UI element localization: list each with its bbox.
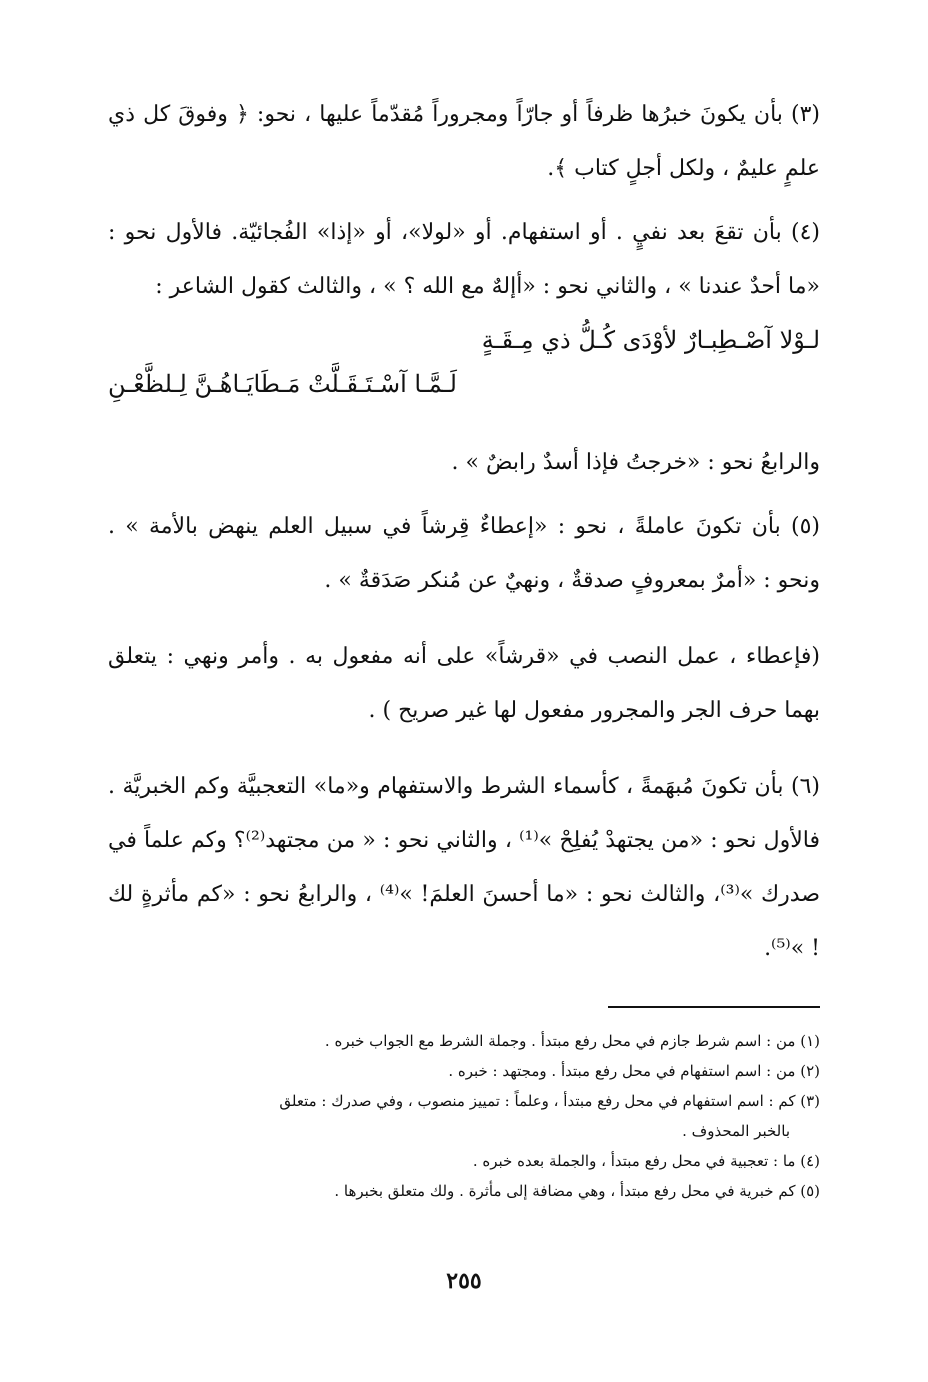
paragraph-fourth-example: والرابعُ نحو : «خرجتُ فإذا أسدٌ رابضٌ » . [451,450,820,475]
paragraph-6: (٦) بأن تكونَ مُبهَمةً ، كأسماء الشرط والاستفهام و«ما» التعجبيَّة وكم الخبريَّة . فالأول نحو : «من يجتهدْ يُفلِحْ »⁽¹⁾ ، والثاني نحو : « من مجتهد⁽²⁾؟ وكم علماً في صدرك »⁽³⁾، والثالث نحو : «ما أحسنَ العلمَ! »⁽⁴⁾ ، والرابعُ نحو : «كم مأثرةٍ لك ! »⁽⁵⁾. [108,774,821,961]
footnote-5: (٥) كم خبرية في محل رفع مبتدأ ، وهي مضافة إلى مأثرة . ولك متعلق بخبرها . [334,1182,820,1200]
book-page [108,88,820,1328]
footnote-3-continuation: بالخبر المحذوف . [682,1122,790,1140]
poetry-verse [108,320,820,412]
footnote-3: (٣) كم : اسم استفهام في محل رفع مبتدأ ، وعلماً : تمييز منصوب ، وفي صدرك : متعلق [279,1092,820,1110]
verse-second-hemistich: لَـمَّـا آسْـتَـقَـلَّتْ مَـطَايَـاهُـنَّ لِـلظَّعْـنِ [108,370,457,398]
page-number: ٢٥٥ [446,1268,482,1294]
paragraph-explanation: (فإعطاء ، عمل النصب في «قرشاً» على أنه مفعول به . وأمر ونهي : يتعلق بهما حرف الجر والمجرور مفعول لها غير صريح ) . [108,644,820,723]
verse-first-hemistich: لـوْلا آصْـطِبـارٌ لأوْدَى كُـلُّ ذي مِـقَـةٍ [481,326,820,354]
paragraph-4: (٤) بأن تقعَ بعد نفيٍ . أو استفهام. أو «لولا»، أو «إذا» الفُجائيّة. فالأول نحو : «ما أحدٌ عندنا » ، والثاني نحو : «أإلهٌ مع الله ؟ » ، والثالث كقول الشاعر : [108,220,820,299]
footnote-4: (٤) ما : تعجبية في محل رفع مبتدأ ، والجملة بعده خبره . [472,1152,820,1170]
footnote-divider [608,1006,820,1008]
paragraph-5: (٥) بأن تكونَ عاملةً ، نحو : «إعطاءٌ قِرشاً في سبيل العلم ينهض بالأمة » . ونحو : «أمرٌ بمعروفٍ صدقةٌ ، ونهيٌ عن مُنكر صَدَقةٌ » . [108,514,820,593]
footnote-2: (٢) من : اسم استفهام في محل رفع مبتدأ . ومجتهد : خبره . [448,1062,820,1080]
footnotes [108,1026,820,1206]
footnote-1: (١) من : اسم شرط جازم في محل رفع مبتدأ . وجملة الشرط مع الجواب خبره . [324,1032,820,1050]
paragraph-3: (٣) بأن يكونَ خبرُها ظرفاً أو جارّاً ومجروراً مُقدّماً عليها ، نحو: ﴿ وفوقَ كل ذي علمٍ عليمٌ ، ولكل أجلٍ كتاب ﴾. [108,102,820,181]
